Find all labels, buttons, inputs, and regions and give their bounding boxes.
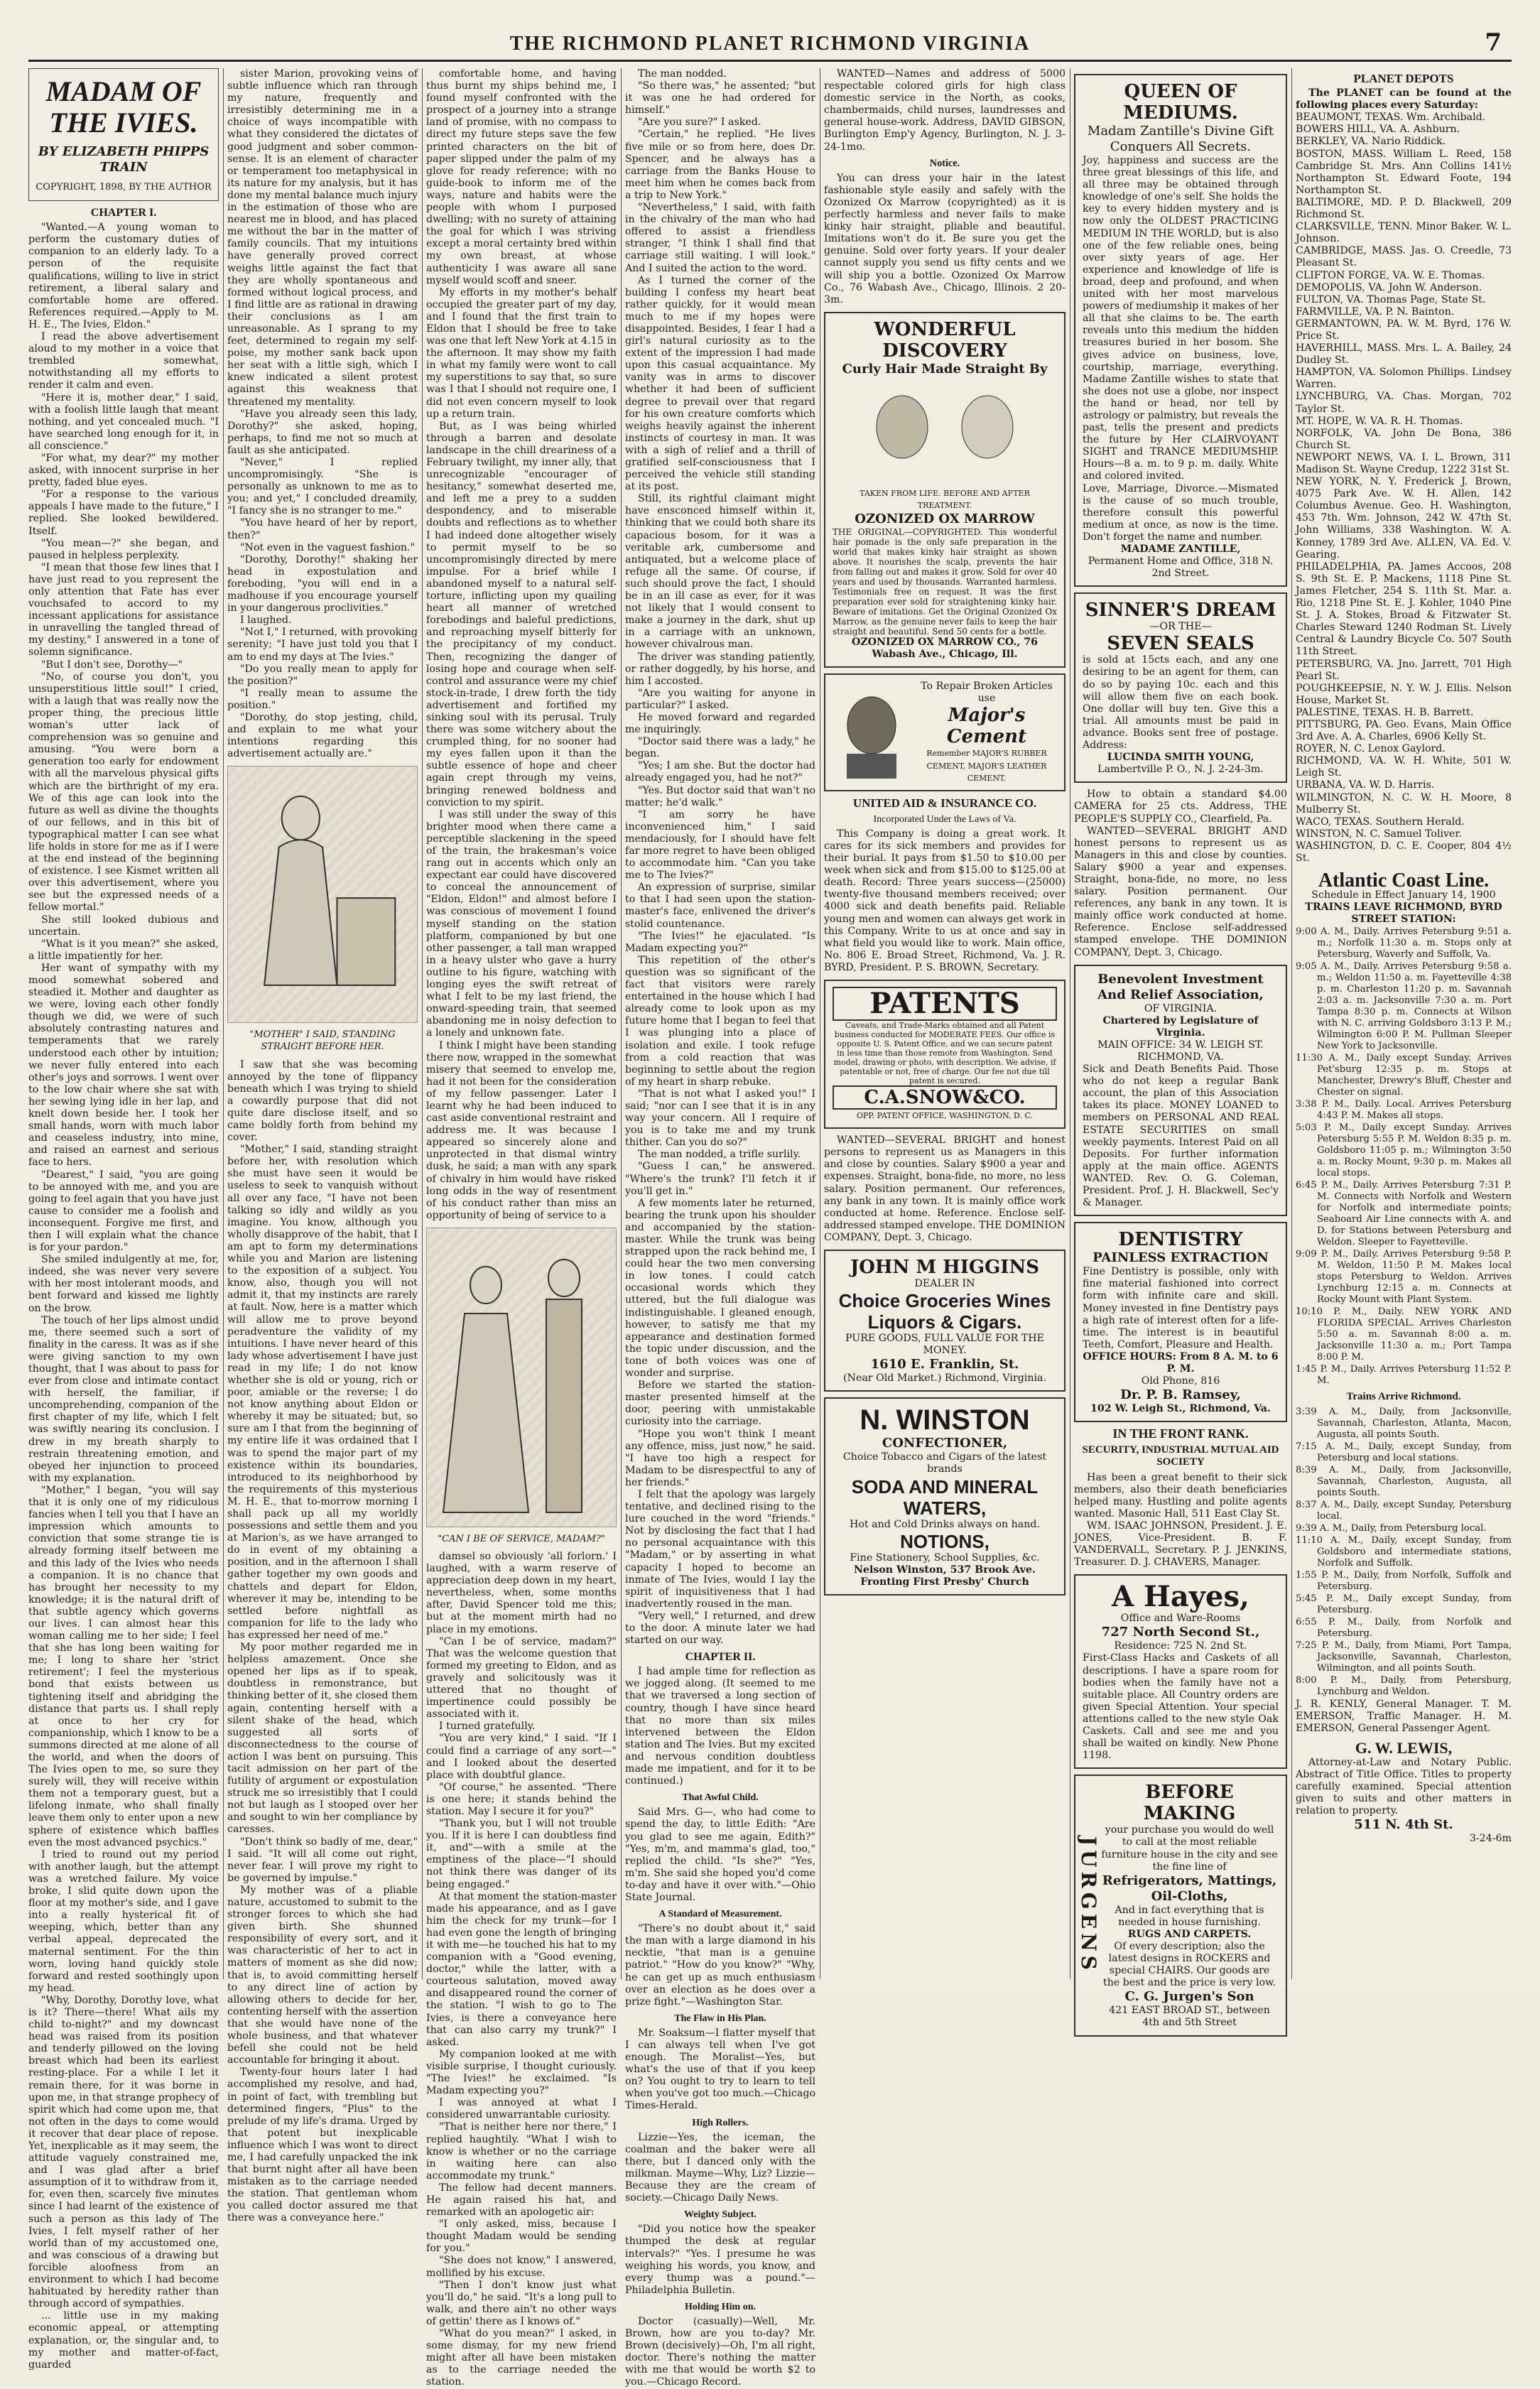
paragraph: "You have heard of her by report, then?" xyxy=(227,517,418,541)
ad-wanted-names: WANTED—Names and address of 5000 respectable colored girls for high class domestic service in the North, as cooks, chambermaids, child nurses, laundresses and general house-work. Address, DAVID GIBSON, Burlington Emp'y Agency, Burlington, N. J. 3-24-1mo. xyxy=(824,68,1065,153)
railroad-arrive: Trains Arrive Richmond. xyxy=(1346,1391,1461,1403)
paragraph: "Never," I replied uncompromisingly. "She is personally as unknown to me as to you; and yet," I concluded dreamily, "I fancy she is no stranger to me." xyxy=(227,457,418,517)
paragraph: 9:00 A. M., Daily. Arrives Petersburg 9:51 a. m.; Norfolk 11:30 a. m. Stops only at Petersburg, Waverly and Suffolk, Va. xyxy=(1296,926,1512,960)
ads-column-2 xyxy=(1074,68,1287,2029)
benevolent-office: MAIN OFFICE: 34 W. LEIGH ST. RICHMOND, VA. xyxy=(1097,1039,1264,1063)
ad-ozonized-co: OZONIZED OX MARROW CO., 76 Wabash Ave., Chicago, Ill. xyxy=(851,636,1039,661)
ad-winston xyxy=(824,1397,1065,1596)
sinner-title: SINNER'S DREAM xyxy=(1085,600,1276,622)
patents-addr: OPP. PATENT OFFICE, WASHINGTON, D. C. xyxy=(856,1111,1033,1121)
paragraph: I think I might have been standing there now, wrapped in the somewhat misery that seemed to envelop me, had it not been for the consideration of my fellow passenger. Later I learnt why he had been induced to cast aside conventional restraint and address me. It was because I appeared so sincerely alone and unprotected in that dismal wintry dusk, he said; a man with any spark of chivalry in him would have risked long odds in the way of resentment of his conduct rather than miss an opportunity of being of service to a xyxy=(426,1039,617,1221)
sinner-addr: Lambertville P. O., N. J. 2-24-3m. xyxy=(1097,764,1264,776)
paragraph: Still, its rightful claimant might have ensconced himself within it, thinking that we could both share its capacious bosom, for it was a veritable ark, cumbersome and antiquated, but a welcome place of refuge all the same. Of course, if such should prove the fact, I should be in an ill case as ever, for it was not likely that I would consent to make a journey in the dark, shut up in a carriage with an unknown, however chivalrous man. xyxy=(625,493,815,651)
illustration-mother-figure xyxy=(228,766,417,1022)
paragraph: "I mean that those few lines that I have just read to you represent the only attention that Fate has ever vouchsafed to accord to my incessant applications for assistance in unravelling the tangled thread of my destiny," I answered in a tone of solemn significance. xyxy=(28,561,219,659)
paragraph: 9:39 A. M., Daily, from Petersburg local. xyxy=(1296,1522,1487,1534)
story-col3b-paragraphs xyxy=(426,1551,617,2388)
before-text: your purchase you would do well to call at the most reliable furniture house in the city and see the fine line of xyxy=(1101,1824,1278,1873)
winston-name: N. WINSTON xyxy=(860,1404,1030,1436)
paragraph: I tried to round out my period with another laugh, but the attempt was a wretched failure. My voice broke, I slid quite down upon the floor at my mother's side, and I gave into a really hysterical fit of weeping, which, better than any verbal appeal, deprecated the maternal sentiment. For the thin worn, loving hand quickly stole forward and rested soothingly upon my head. xyxy=(28,1848,219,1994)
paragraph: "Mother," I began, "you will say that it is only one of my ridiculous fancies when I tell you that I have an impression which amounts to conviction that some strange tie is already forming itself between me and this lady of the Ivies who needs a companion. It is no chance that has brought her necessity to my knowledge; it is the natural drift of that subtle agency which governs our lives. I can almost hear this woman calling me to her side; I feel that she has long been waiting for me; I long to share her 'strict retirement'; I feel the mysterious bond that exists between us tightening itself and abridging the distance that parts us. I shall reply at once to her cry for companionship, which I know to be a summons directed at me alone of all the world, and when the doors of The Ivies open to me, so sure they surely will, they will receive within them not a temporary guest, but a lifelong inmate, who shall finally leave them only to enter upon a new sphere of existence which baffles even the most advanced psychics." xyxy=(28,1484,219,1848)
paragraph: WASHINGTON, D. C. E. Cooper, 804 4½ St. xyxy=(1296,840,1512,864)
paragraph: NEW YORK, N. Y. Frederick J. Brown, 4075 Park Ave. W. H. Allen, 142 Columbus Avenue. Geo. H. Washington, 453 7th. Wm. Johnson, 242 W. 47th St. John Williams, 338 Washington. W. A. Konney, 1789 3rd Ave. ALLEN, VA. Ed. V. Gearing. xyxy=(1296,476,1512,560)
higgins-goods: Choice Groceries Wines Liquors & Cigars. xyxy=(838,1290,1051,1333)
lewis-date: 3-24-6m xyxy=(1469,1833,1512,1845)
railroad-leave: TRAINS LEAVE RICHMOND, BYRD STREET STATION: xyxy=(1305,901,1502,926)
paragraph: But, as I was being whirled through a barren and desolate landscape in the chill dreariness of a February twilight, my inner ally, that unrecognizable "encourager of hesitancy," somewhat deserted me, and left me a prey to a sudden despondency, and to miserable doubts and reflections as to whether I had indeed done altogether wisely to permit myself to be so uncompromisingly directed by mere impulse. For a brief while I abandoned myself to a natural self-torture, inflicting upon my quailing heart all manner of wretched forebodings and baleful predictions, and reproaching myself bitterly for the precipitancy of my conduct. Then, recognizing the danger of losing hope and courage when self-control and assurance were my chief stock-in-trade, I drew forth the tidy advertisement and fortified my sinking soul with its perusal. Truly there was some witchery about the crumpled thing, for no sooner had my eyes fallen upon it than the subtle essence of hope and cheer again crept through my veins, bringing renewed boldness and conviction to my spirit. xyxy=(426,420,617,808)
paragraph: I felt that the apology was largely tentative, and declined rising to the lure couched in the word "friends." Not by disclosing the fact that I had no personal acquaintance with this "Madam," or by asserting in what capacity I hoped to become an inmate of The Ivies, would I lay the spirit of inquisitiveness that I had inadvertently roused in the man. xyxy=(625,1488,815,1610)
story-copyright: COPYRIGHT, 1898, BY THE AUTHOR xyxy=(36,182,212,193)
filler-title: The Flaw in His Plan. xyxy=(674,2012,766,2024)
paragraph: NEWPORT NEWS, VA. I. L. Brown, 311 Madison St. Wayne Credup, 1222 31st St. xyxy=(1296,451,1512,475)
paragraph: LYNCHBURG, VA. Chas. Morgan, 702 Taylor St. xyxy=(1296,391,1512,415)
story-col4a-paragraphs xyxy=(625,68,815,1647)
paragraph: RICHMOND, VA. W. H. White, 501 W. Leigh St. xyxy=(1296,755,1512,779)
depots-list xyxy=(1296,112,1512,865)
notice-text: You can dress your hair in the latest fashionable style easily and safely with the Ozonized Ox Marrow (copyrighted) as it is perfectly harmless and never fails to make kinky hair straight, pliable and beautiful. Imitations won't do it. Be sure you get the genuine. Sold over forty years. If your dealer cannot supply you send us fifty cents and we will ship you a bottle. Ozonized Ox Marrow Co., 76 Wabash Ave., Chicago, Illinois. 2 20-3m. xyxy=(824,172,1065,305)
lewis-addr: 511 N. 4th St. xyxy=(1354,1817,1453,1833)
paragraph: 5:03 P. M., Daily except Sunday. Arrives Petersburg 5:55 P. M. Weldon 8:35 p. m. Goldsboro 11:05 p. m.; Wilmington 3:50 a. m. Rocky Mount, 9:30 p. m. Makes all local stops. xyxy=(1296,1122,1512,1179)
security-text: Has been a great benefit to their sick members, also their death beneficiaries helped many. Hustling and polite agents wanted. Masonic Hall, 511 East Clay St. xyxy=(1074,1471,1287,1519)
queen-addr: Permanent Home and Office, 318 N. 2nd Street. xyxy=(1088,556,1274,580)
paragraph: comfortable home, and having thus burnt my ships behind me, I found myself confronted with the prospect of a journey into a strange land of promise, with no compass to direct my future steps save the few printed characters on the bit of paper slipped under the palm of my glove for ready reference; with no guide-book to inform me of the ways, nature and habits were the people with whom I purposed dwelling; with no surety of attaining the goal for which I was striving except a moral certainty bred within my own breast, at whose authenticity I was aware all sane myself would scoff and sneer. xyxy=(426,68,617,286)
railroad-officers: J. R. KENLY, General Manager. T. M. EMERSON, Traffic Manager. H. M. EMERSON, General Passenger Agent. xyxy=(1296,1698,1512,1734)
filler-text: Said Mrs. G—, who had come to spend the day, to little Edith: "Are you glad to see me again, Edith?" "Yes, m'm, and mamma's glad, too," replied the child. "Is she?" "Yes, m'm. She said she hoped you'd come to-day and have it over with."—Ohio State Journal. xyxy=(625,1806,815,1903)
paragraph: "Don't think so badly of me, dear," I said. "It will all come out right, never fear. I will prove my right to be governed by impulse." xyxy=(227,1836,418,1884)
winston-drinks: Hot and Cold Drinks always on hand. xyxy=(850,1518,1040,1530)
ad-majors xyxy=(824,673,1065,791)
paragraph: BEAUMONT, TEXAS. Wm. Archibald. xyxy=(1296,112,1486,124)
paragraph: BOWERS HILL, VA. A. Ashburn. xyxy=(1296,124,1460,136)
paragraph: "That is not what I asked you!" I said; "nor can I see that it is in any way your concern. All I require of you is to take me and my trunk thither. Can you do so?" xyxy=(625,1088,815,1149)
paragraph: "Dorothy, Dorothy!" shaking her head in expostulation and foreboding, "you will end in a madhouse if you encourage yourself in your dangerous proclivities." xyxy=(227,553,418,614)
paragraph: "Dorothy, do stop jesting, child, and explain to me what your intentions regarding this advertisement actually are." xyxy=(227,711,418,760)
paragraph: 1:45 P. M., Daily. Arrives Petersburg 11:52 P. M. xyxy=(1296,1364,1512,1387)
paragraph: "For what, my dear?" my mother asked, with innocent surprise in her pretty, faded blue eyes. xyxy=(28,452,219,489)
paragraph: 6:55 P. M., Daily, from Norfolk and Petersburg. xyxy=(1296,1616,1512,1639)
paragraph: MT. HOPE, W. VA. R. H. Thomas. xyxy=(1296,415,1463,427)
paragraph: "Guess I can," he answered. "Where's the trunk? I'll fetch it if you'll get in." xyxy=(625,1161,815,1197)
story-col4b-paragraphs xyxy=(625,1666,815,1787)
paragraph: POUGHKEEPSIE, N. Y. W. J. Ellis. Nelson House, Market St. xyxy=(1296,682,1512,706)
before-fridges: Refrigerators, Mattings, Oil-Cloths, xyxy=(1102,1873,1277,1904)
paragraph: My poor mother regarded me in helpless amazement. Once she opened her lips as if to speak, doubtless in remonstrance, but thinking better of it, she closed them again, contenting herself with a silent shake of the head, which suggested all sorts of disconnectedness to the course of action I was bent on pursuing. This tacit admission on her part of the futility of argument or expostulation struck me so irresistibly that I could not but laugh as I stooped over her and sought to win her compliance by caresses. xyxy=(227,1642,418,1836)
paragraph: "Yes. But doctor said that wan't no matter; he'd walk." xyxy=(625,784,815,808)
paragraph: The touch of her lips almost undid me, there seemed such a sort of finality in the caress. It was as if she were giving sanction to my own thought, that I was about to pass for ever from close and intimate contact with herself, the familiar, if uncomprehending, companion of the first chapter of my life, which I felt was swiftly nearing its conclusion. I drew in my breath sharply to restrain threatening emotion, and obeyed her injunction to proceed with my explanation. xyxy=(28,1314,219,1484)
dentistry-phone: Old Phone, 816 xyxy=(1141,1375,1220,1387)
dentistry-sub: PAINLESS EXTRACTION xyxy=(1092,1250,1269,1266)
higgins-addr: 1610 E. Franklin, St. xyxy=(870,1357,1019,1372)
paragraph: HAVERHILL, MASS. Mrs. L. A. Bailey, 24 Dudley St. xyxy=(1296,342,1512,367)
ad-wonderful-caption: TAKEN FROM LIFE. BEFORE AND AFTER TREATMENT. xyxy=(860,488,1030,510)
paragraph: WACO, TEXAS. Southern Herald. xyxy=(1296,816,1465,828)
chapter-2-heading: CHAPTER II. xyxy=(685,1651,756,1664)
security-title: SECURITY, INDUSTRIAL MUTUAL AID SOCIETY xyxy=(1082,1444,1279,1468)
paragraph: ROYER, N. C. Lenox Gaylord. xyxy=(1296,743,1446,755)
paragraph: 8:00 P. M., Daily, from Petersburg, Lynchburg and Weldon. xyxy=(1296,1674,1512,1697)
paragraph: "Are you sure?" I asked. xyxy=(638,117,761,129)
paragraph: "What is it you mean?" she asked, a little impatiently for her. xyxy=(28,938,219,962)
notice-heading: Notice. xyxy=(929,157,960,169)
paragraph: "Then I don't know just what you'll do," he said. "It's a long pull to walk, and there ain't no other ways of gettin' there as I knows of." xyxy=(426,2279,617,2327)
hayes-text: First-Class Hacks and Caskets of all descriptions. I have a spare room for bodies when the family have not a suitable place. All Country orders are given Special Attention. Your special attentions called to the new style Oak Caskets. Call and see me and you shall be waited on kindly. New Phone 1198. xyxy=(1083,1652,1279,1762)
ad-higgins xyxy=(824,1250,1065,1392)
illustration-couple-figure xyxy=(427,1228,616,1527)
paragraph: URBANA, VA. W. D. Harris. xyxy=(1296,779,1435,791)
before-side: JURGENS xyxy=(1077,1836,1101,1975)
paragraph: "Can I be of service, madam?" That was the welcome question that formed my greeting to Eldon, and as gravely and solicitously was it uttered that no thought of impertinence could possibly be associated with it. xyxy=(426,1635,617,1721)
paragraph: I was annoyed at what I considered unwarrantable curiosity. xyxy=(426,2097,617,2121)
paragraph: 7:25 P. M., Daily, from Miami, Port Tampa, Jacksonville, Savannah, Charleston, Wilmington, and all points South. xyxy=(1296,1640,1512,1674)
paragraph: "Yes; I am she. But the doctor had already engaged you, had he not?" xyxy=(625,760,815,784)
paragraph: "Thank you, but I will not trouble you. If it is here I can doubtless find it, and"—with a smile at the emptiness of the place—"I should not think there was danger of its being engaged." xyxy=(426,1818,617,1890)
railroad-effect: Schedule in Effect January 14, 1900 xyxy=(1311,889,1496,901)
united-text: This Company is doing a great work. It cares for its sick members and provides for their burial. It pays from $1.50 to $10.00 per week when sick and from $15.00 to $125.00 at death. Record: Three years success—(25000) twenty-five thousand members received; over 4000 sick and death benefits paid. Reliable young men and women can always get work in this Company. Write to us at once and say in what field you would like to work. Main office, No. 806 E. Broad Street, Richmond, Va. J. R. BYRD, President. P. S. BROWN, Secretary. xyxy=(824,828,1065,973)
united-title: UNITED AID & INSURANCE CO. xyxy=(852,796,1037,810)
ad-ozonized-text: THE ORIGINAL—COPYRIGHTED. This wonderful hair pomade is the only safe preparation in the world that makes kinky hair straight as shown above. It nourishes the scalp, prevents the hair from falling out and makes it grow. Sold for over 40 years and used by thousands. Warranted harmless. Testimonials free on request. It was the first preparation ever sold for straightening kinky hair. Beware of imitations. Get the Original Ozonized Ox Marrow, as the genuine never fails to keep the hair straight and beautiful. Send 50 cents for a bottle. xyxy=(833,527,1057,637)
filler-text: Lizzie—Yes, the iceman, the coalman and the baker were all there, but I danced only with the milkman. Mayme—Why, Liz? Lizzie—Because they are the cream of society.—Chicago Daily News. xyxy=(625,2131,815,2204)
paragraph: "Wanted.—A young woman to perform the customary duties of companion to an elderly lady. To a person of the requisite qualifications, willing to live in strict retirement, a liberal salary and comfortable home are offered. References required.—Apply to M. H. E., The Ivies, Eldon." xyxy=(28,222,219,330)
paragraph: "So there was," he assented; "but it was one he had ordered for himself." xyxy=(625,80,815,117)
paragraph: "Are you waiting for anyone in particular?" I asked. xyxy=(625,687,815,711)
filler-text: Mr. Soaksum—I flatter myself that I can always tell when I've got enough. The Moralist—Yes, but what's the use of that if you keep on? You ought to try to learn to tell when you've got too much.—Chicago Times-Herald. xyxy=(625,2027,815,2112)
illustration-mother xyxy=(227,766,418,1023)
story-column-3 xyxy=(426,68,617,2388)
benevolent-text: Sick and Death Benefits Paid. Those who do not keep a regular Bank account, the plan of this Association takes its place. MONEY LOANED to members on PERSONAL AND REAL ESTATE SECURITIES on small weekly payments. Interest Paid on all Deposits. For further information apply at the main office. AGENTS WANTED. Rev. O. G. Coleman, President. Prof. J. H. Blackwell, Sec'y & Manager. xyxy=(1083,1063,1279,1209)
front-rank: IN THE FRONT RANK. xyxy=(1112,1426,1249,1441)
ad-sinner xyxy=(1074,592,1287,783)
ad-before-making xyxy=(1074,1775,1287,2036)
paragraph: 8:37 A. M., Daily, except Sunday, Petersburg local. xyxy=(1296,1499,1512,1522)
paragraph: "Very well," I returned, and drew to the door. A minute later we had started on our way. xyxy=(625,1610,815,1647)
sinner-name: LUCINDA SMITH YOUNG, xyxy=(1107,752,1254,764)
filler-text: Doctor (casually)—Well, Mr. Brown, how are you to-day? Mr. Brown (decisively)—Oh, I'm all right, doctor. There's nothing the matter with me that would be worth $2 to you.—Chicago Record. xyxy=(625,2315,815,2388)
paragraph: "That is neither here nor there," I replied haughtily. "What I wish to know is whether or no the carriage in waiting here can also accommodate my trunk." xyxy=(426,2121,617,2182)
ad-wanted-several: WANTED—SEVERAL BRIGHT and honest persons to represent us as Managers in this and close by counties. Salary $900 a year and expenses. Straight, bona-fide, no more, no less salary. Position permanent. Our references, any bank in any town. It is mainly office work conducted at home. Reference. Enclose self-addressed stamped envelope. THE DOMINION COMPANY, Dept. 3, Chicago. xyxy=(824,1134,1065,1243)
paragraph: 9:09 P. M., Daily. Arrives Petersburg 9:58 P. M. Weldon, 11:50 P. M. Makes local stops Petersburg to Weldon. Arrives Lynchburg 12:15 a. m. Connects at Rocky Mount with Plant System. xyxy=(1296,1249,1512,1306)
ad-queen xyxy=(1074,74,1287,587)
paragraph: He moved forward and regarded me inquiringly. xyxy=(625,711,815,736)
story-col2b-paragraphs xyxy=(227,1059,418,2225)
paragraph: 6:45 P. M., Daily. Arrives Petersburg 7:31 P. M. Connects with Norfolk and Western for Norfolk and intermediate points; Seaboard Air Line connects with A. and D. for Stations between Petersburg and Weldon. Sleeper to Fayetteville. xyxy=(1296,1180,1512,1248)
story-byline: BY ELIZABETH PHIPPS TRAIN xyxy=(38,144,210,175)
paragraph: CLARKSVILLE, TENN. Minor Baker. W. L. Johnson. xyxy=(1296,221,1512,245)
ad-majors-text: To Repair Broken Articles use xyxy=(921,681,1053,705)
paragraph: I was still under the sway of this brighter mood when there came a perceptible slackening in the speed of the train, the brakesman's voice rang out in accents which only an expectant ear could have discovered to conceal the announcement of "Eldon, Eldon!" and almost before I was conscious of movement I found myself standing on the station platform, companioned by but one other passenger, a tall man wrapped in a heavy ulster who gave a hurry outline to his figure, watching with longing eyes the swift retreat of what I felt to be my last friend, the onward-speeding train, that seemed abandoning me in noisy defection to a lonely and unknown fate. xyxy=(426,808,617,1039)
paragraph: The fellow had decent manners. He again raised his hat, and remarked with an apologetic air: xyxy=(426,2182,617,2219)
paragraph: damsel so obviously 'all forlorn.' I laughed, with a warm reserve of appreciation deep down in my heart, nevertheless, when, some months after, David Spencer told me this; but at the moment mirth had no place in my emotions. xyxy=(426,1551,617,1635)
paragraph: I turned gratefully. xyxy=(439,1721,536,1733)
paragraph: "Dearest," I said, "you are going to be annoyed with me, and you are going to feel again that you have just cause to consider me a foolish and inconsequent. Forgive me first, and then I will explain what the chance is for your pardon." xyxy=(28,1169,219,1254)
story-column-4 xyxy=(625,68,815,2388)
paragraph: My efforts in my mother's behalf occupied the greater part of my day, and I found that the first train to Eldon that I should be free to take was one that left New York at 4.15 in the afternoon. It may show my faith in what my family were wont to call my superstitions to say that, so sure was I that I should not require one, I did not even concern myself to look up a return train. xyxy=(426,286,617,420)
depots-intro: The PLANET can be found at the following places every Saturday: xyxy=(1296,87,1512,112)
paragraph: "You are very kind," I said. "If I could find a carriage of any sort—" and I looked about the deserted place with doubtful glance. xyxy=(426,1733,617,1781)
filler-title: That Awful Child. xyxy=(682,1792,759,1804)
story-title-block xyxy=(28,68,219,201)
paragraph: ... little use in my making economic appeal, or attempting explanation, or, the singular and, to my mother and matter-of-fact, guarded xyxy=(28,2310,219,2371)
ad-ozonized-title: OZONIZED OX MARROW xyxy=(855,511,1035,527)
paragraph: HAMPTON, VA. Solomon Phillips. Lindsey Warren. xyxy=(1296,367,1512,391)
paragraph: CLIFTON FORGE, VA. W. E. Thomas. xyxy=(1296,269,1485,281)
story-col1-paragraphs xyxy=(28,222,219,2371)
story-column-1 xyxy=(28,68,219,2371)
hayes-office: Office and Ware-Rooms xyxy=(1120,1613,1241,1625)
filler-title: A Standard of Measurement. xyxy=(658,1909,782,1920)
before-rugs: RUGS AND CARPETS. xyxy=(1127,1928,1252,1940)
united-sub: Incorporated Under the Laws of Va. xyxy=(873,813,1016,825)
ad-majors-sub: Remember MAJOR'S RUBBER CEMENT, MAJOR'S LEATHER CEMENT. xyxy=(926,749,1047,783)
paragraph: WILMINGTON, N. C. W. H. Moore, 8 Mulberry St. xyxy=(1296,791,1512,816)
paragraph: Her want of sympathy with my mood somewhat sobered and steadied it. Mother and daughter as we were, loving each other fondly though we did, we were of such absolutely contrasting natures and temperaments that we rarely understood each other by intuition; we never fully entered into each other's joys and sorrows. I went over to the low chair where she sat with her sewing lying idle in her lap, and knelt down beside her. I took her small hands, worn with much labor and ceaseless industry, into mine, and raised an earnest and serious face to hers. xyxy=(28,962,219,1169)
paragraph: 3:39 A. M., Daily, from Jacksonville, Savannah, Charleston, Atlanta, Macon, Augusta, all points South. xyxy=(1296,1406,1512,1440)
paragraph: 5:45 P. M., Daily except Sunday, from Petersburg. xyxy=(1296,1593,1512,1615)
filler-text: "Did you notice how the speaker thumped the desk at regular intervals?" "Yes. I presume he was weighing his words, you know, and every thump was a pound."—Philadelphia Bulletin. xyxy=(625,2223,815,2296)
man-portrait-icon xyxy=(833,686,911,779)
paragraph: PHILADELPHIA, PA. James Accoos, 208 S. 9th St. E. P. Mackens, 1118 Pine St. James Fletcher, 254 S. 11th St. Mar. a. Rio, 1218 Pine St. E. J. Kohler, 1040 Pine St. J. A. Stokes, Broad & Fitzwater St. Charles Steward 1240 Rodman St. Lively Central & Laundry Bicycle Co. 507 South 11th Street. xyxy=(1296,560,1512,658)
paragraph: 9:05 A. M., Daily. Arrives Petersburg 9:58 a. m.; Weldon 11:50 a. m. Fayetteville 4:38 p. m. Charleston 11:20 p. m. Savannah 2:03 a. m. Jacksonville 7:30 a. m. Port Tampa 8:30 p. m. Connects at Wilson with N. C. arriving Goldsboro 3:13 P. M.; Wilmington 6:00 P. M. Pullman Sleeper New York to Jacksonville. xyxy=(1296,961,1512,1052)
queen-sub: Madam Zantille's Divine Gift Conquers All Secrets. xyxy=(1087,124,1274,154)
paragraph: "Certain," he replied. "He lives five mile or so from here, does Dr. Spencer, and he always has a carriage from the Banks House to meet him when he comes back from a trip to New York." xyxy=(625,129,815,201)
ad-ozonized xyxy=(824,312,1065,668)
railroad-arrive-list xyxy=(1296,1407,1512,1698)
railroad-leave-list xyxy=(1296,926,1512,1387)
hayes-addr: 727 North Second St., xyxy=(1101,1625,1260,1640)
masthead xyxy=(28,28,1512,62)
railroad-title: Atlantic Coast Line. xyxy=(1318,870,1490,892)
dentistry-text: Fine Dentistry is possible, only with fine material fashioned into correct form with infinite care and skill. Money invested in fine Dentistry pays a high rate of interest often for a life-time. The interest is in beautiful Teeth, Comfort, Pleasure and Health. xyxy=(1083,1266,1279,1350)
paragraph: I saw that she was becoming annoyed by the tone of flippancy beneath which I was trying to shield a cowardly purpose that did not quite dare disclose itself, and so came boldly forth from behind my cover. xyxy=(227,1058,418,1144)
benevolent-of: OF VIRGINIA. xyxy=(1144,1002,1218,1014)
ad-camera: How to obtain a standard $4.00 CAMERA for 25 cts. Address, THE PEOPLE'S SUPPLY CO., Clearfield, Pa. xyxy=(1074,789,1287,825)
ad-patents xyxy=(824,980,1065,1129)
paragraph: PETERSBURG, VA. Jno. Jarrett, 701 High Pearl St. xyxy=(1296,658,1512,682)
higgins-dealer: DEALER IN xyxy=(914,1277,975,1289)
security-officers: WM. ISAAC JOHNSON, President. J. E. JONES, Vice-President. B. F. VANDERVALL, Secretary. P. J. JENKINS, Treasurer. D. J. CHAVERS, Manager. xyxy=(1074,1519,1287,1569)
paragraph: 10:10 P. M., Daily. NEW YORK AND FLORIDA SPECIAL. Arrives Charleston 5:50 a. m. Savannah 8:00 a. m. Jacksonville 11:30 a. m.; Port Tampa 8:00 P. M. xyxy=(1296,1306,1512,1363)
dentistry-title: DENTISTRY xyxy=(1118,1229,1243,1251)
jurgen-addr: 421 EAST BROAD ST., between 4th and 5th Street xyxy=(1109,2005,1270,2029)
paragraph: 8:39 A. M., Daily, from Jacksonville, Savannah, Charleston, Augusta, all points South. xyxy=(1296,1464,1512,1498)
queen-title: QUEEN OF MEDIUMS. xyxy=(1123,81,1238,124)
winston-goods: Choice Tobacco and Cigars of the latest brands xyxy=(842,1451,1047,1475)
paragraph: WINSTON, N. C. Samuel Toliver. xyxy=(1296,828,1463,840)
dentistry-hours: OFFICE HOURS: From 8 A. M. to 6 P. M. xyxy=(1083,1350,1279,1375)
paragraph: 11:30 A. M., Daily except Sunday. Arrives Pet'sburg 12:35 p. m. Stops at Manchester, Drewry's Bluff, Chester and Chester on signal. xyxy=(1296,1053,1512,1098)
paragraph: BOSTON, MASS. William L. Reed, 158 Cambridge St. Mrs. Ann Collins 141½ Northampton St. Edward Foote, 194 Northampton St. xyxy=(1296,148,1512,196)
hayes-title: A Hayes, xyxy=(1112,1580,1249,1614)
paragraph: "But I don't see, Dorothy—" xyxy=(41,659,183,671)
filler-title: Holding Him on. xyxy=(685,2301,756,2312)
ad-majors-title: Major's Cement xyxy=(946,705,1027,748)
ad-benevolent xyxy=(1074,965,1287,1217)
benevolent-title: Benevolent Investment And Relief Association, xyxy=(1097,971,1264,1002)
paragraph: "I only asked, miss, because I thought Madam would be sending for you." xyxy=(426,2219,617,2255)
paragraph: BERKLEY, VA. Nario Riddick. xyxy=(1296,136,1446,148)
paragraph: "Do you really mean to apply for the position?" xyxy=(227,663,418,687)
paragraph: PITTSBURG, PA. Geo. Evans, Main Office 3rd Ave. A. A. Charles, 6906 Kelly St. xyxy=(1296,718,1512,743)
page-number: 7 xyxy=(1485,28,1502,57)
before-title: BEFORE MAKING xyxy=(1143,1782,1236,1825)
sinner-sub: SEVEN SEALS xyxy=(1107,633,1254,655)
lewis-text: Attorney-at-Law and Notary Public. Abstract of Title Office. Titles to property carefully examined. Special attention given to suits and other matters in relation to property. xyxy=(1296,1756,1512,1817)
filler-title: High Rollers. xyxy=(692,2117,749,2128)
paragraph: I laughed. xyxy=(240,614,292,627)
patents-title: PATENTS xyxy=(833,987,1057,1021)
paragraph: My companion looked at me with visible surprise, I thought curiously. "The Ivies!" he exclaimed. "Is Madam expecting you?" xyxy=(426,2048,617,2097)
winston-soda: SODA AND MINERAL WATERS, xyxy=(851,1475,1039,1519)
story-column-2 xyxy=(227,68,418,2224)
paragraph: "Doctor said there was a lady," he began. xyxy=(625,736,815,760)
paragraph: An expression of surprise, similar to that I had seen upon the station-master's face, enlivened the driver's stolid countenance. xyxy=(625,882,815,930)
paragraph: "For a response to the various appeals I have made to the future," I replied. She looked bewildered. Itself. xyxy=(28,489,219,537)
paragraph: "Mother," I said, standing straight before her, with resolution which she must have seen it would be useless to seek to vanquish without all over any face, "I have not been talking so idly and wildly as you imagine. You know, although you wholly disapprove of the habit, that I am apt to form my determinations while you and Marion are listening to the exposition of a subject. You know, also, though you will not admit it, that my instincts are rarely at fault. Now, here is a matter which will allow me to prove beyond peradventure the validity of my intuitions. I have never heard of this lady whose advertisement I have just read in my life; I do not know whether she is old or young, rich or poor, amiable or the reverse; I do not know anything about Eldon or whereby it may be situated; but, so sure am I that from the beginning of my entire life it was ordained that I was to spend the major part of my existence within its boundaries, introduced to its neighborhood by the requirements of this mysterious M. H. E., that to-morrow morning I shall pack up all my worldly possessions and settle them and you at Marion's, as we have arranged to do in event of my obtaining a position, and in the afternoon I shall gather together my own goods and chattels and depart for Eldon, wherever it may be, intending to be settled before nightfall as companion for life to the lady who has expressed her need of me." xyxy=(227,1144,418,1641)
paragraph: PALESTINE, TEXAS. H. B. Barrett. xyxy=(1296,706,1474,718)
sinner-or: —OR THE— xyxy=(1149,621,1212,633)
filler-title: Weighty Subject. xyxy=(684,2209,757,2221)
paragraph: "Nevertheless," I said, with faith in the chivalry of the man who had offered to assist a friendless stranger, "I think I shall find that carriage still waiting. I will look." And I suited the action to the word. xyxy=(625,202,815,274)
paragraph: FARMVILLE, VA. P. N. Bainton. xyxy=(1296,305,1455,318)
illustration-service xyxy=(426,1228,617,1527)
portrait-before-after-icon xyxy=(838,377,1051,484)
higgins-near: (Near Old Market.) Richmond, Virginia. xyxy=(843,1372,1046,1385)
winston-stationery: Fine Stationery, School Supplies, &c. xyxy=(850,1551,1040,1564)
paragraph: BALTIMORE, MD. P. D. Blackwell, 209 Richmond St. xyxy=(1296,196,1512,221)
paragraph: "She does not know," I answered, mollified by his excuse. xyxy=(426,2255,617,2279)
jurgen-name: C. G. Jurgen's Son xyxy=(1124,1989,1254,2005)
dentistry-name: Dr. P. B. Ramsey, xyxy=(1120,1387,1241,1403)
story-col3a-paragraphs xyxy=(426,68,617,1222)
before-more: And in fact everything that is needed in house furnishing. xyxy=(1115,1904,1264,1928)
ad-wonderful-sub: Curly Hair Made Straight By xyxy=(842,361,1048,377)
paragraph: The driver was standing patiently, or rather doggedly, by his horse, and him I accosted. xyxy=(625,651,815,687)
paragraph: "Of course," he assented. "There is one here; it stands behind the station. May I secure it for you?" xyxy=(426,1781,617,1817)
paragraph: The man nodded. xyxy=(638,68,727,80)
paragraph: My mother was of a pliable nature, accustomed to submit to the stronger forces to which she had given birth. She shunned responsibility of every sort, and it was characteristic of her to act in matters of moment as she did now; that is, to avoid committing herself to any direct line of action by allowing others to decide for her, contenting herself with the assertion that she would have none of the whole business, and that whatever befell she could not be held accountable for bringing it about. xyxy=(227,1884,418,2066)
paragraph: "Not I," I returned, with provoking serenity; "I have just told you that I am to end my days at The Ivies." xyxy=(227,627,418,663)
paragraph: NORFOLK, VA. John De Bona, 386 Church St. xyxy=(1296,427,1512,451)
paragraph: "Have you already seen this lady, Dorothy?" she asked, hoping, perhaps, to find me not so much at fault as she anticipated. xyxy=(227,408,418,456)
paragraph: Before we started the station-master presented himself at the door, peering with unmistakable curiosity into the carriage. xyxy=(625,1380,815,1428)
paragraph: 7:15 A. M., Daily, except Sunday, from Petersburg and local stations. xyxy=(1296,1441,1512,1463)
masthead-title: THE RICHMOND PLANET RICHMOND VIRGINIA xyxy=(509,33,1031,55)
queen-love: Love, Marriage, Divorce.—Mismated is the cause of so much trouble, therefore consult this powerful medium at once, as now is the time. Don't forget the name and number. xyxy=(1083,482,1279,543)
paragraph: As I turned the corner of the building I confess my heart beat rather quickly, for it would mean much to me if my hopes were disappointed. Besides, I fear I had a girl's natural curiosity as to the extent of the impression I had made upon this casual acquaintance. My vanity was in arms to discover whether it had been of sufficient degree to prevail over that regard for his own creature comforts which weighs heavily against the inherent instincts of courtesy in man. It was with a sigh of relief and a thrill of gratified self-consciousness that I perceived the vehicle still standing at its post. xyxy=(625,274,815,493)
ad-wanted-several-2: WANTED—SEVERAL BRIGHT AND honest persons to represent us as Managers in this and close by counties. Salary $900 a year and expenses. Straight, bona-fide, no more, no less salary. Position permanent. Our references, any bank in any town. It is mainly office work conducted at home. Reference. Enclose self-addressed stamped envelope. THE DOMINION COMPANY, Dept. 3, Chicago. xyxy=(1074,825,1287,958)
winston-addr: Nelson Winston, 537 Brook Ave. Fronting First Presby' Church xyxy=(853,1564,1036,1588)
ad-hayes xyxy=(1074,1574,1287,1769)
queen-text: Joy, happiness and success are the three great blessings of this life, and all three may be obtained through knowledge of one's self. She holds the key to every hidden mystery and is now only the OLDEST PRACTICING MEDIUM IN THE WORLD, but is also one of the few reliable ones, being over sixty years of age. Her experience and knowledge of life is broad, deep and profound, and when united with her most marvelous powers of mediumship it makes of her all that she claims to be. The earth reveals unto this medium the hidden treasures buried in her bosom. She gives advice on business, love, courtship, marriage, everything. Madame Zantille wishes to state that she does not use a globe, nor inspect the hand or head, nor tell by astrology or palmistry, but reveals the past, tells the present and predicts the future by Her CLAIRVOYANT SIGHT and TRANCE MEDIUMSHIP. Hours—8 a. m. to 9 p. m. daily. White and colored invited. xyxy=(1083,155,1279,482)
filler-text: "There's no doubt about it," said the man with a large diamond in his necktie, "that man is a genuine patriot." "How do you know?" "Why, he can get up as much enthusiasm over an election as he does over a prize fight."—Washington Star. xyxy=(625,1923,815,2008)
story-col2a-paragraphs xyxy=(227,68,418,760)
story-title: MADAM OF THE IVIES. xyxy=(45,75,202,139)
winston-notions: NOTIONS, xyxy=(900,1530,989,1552)
paragraph: "No, of course you don't, you unsuperstitious little soul!" I cried, with a laugh that was really now the proper thing, the precious little woman's utter lack of comprehension was so genuine and amusing. "You were born a generation too early for endowment with all the marvelous physical gifts which are the birthright of my era. We of this age can look into the future as well as divine the thoughts of our fellows, and in this bit of typographical matter I can see what life holds in store for me as if I were at the end instead of the beginning of existence. I see Kismet written all over this advertisement, where you see but the expressed needs of a fellow mortal." xyxy=(28,671,219,914)
benevolent-charter: Chartered by Legislature of Virginia. xyxy=(1102,1014,1259,1039)
hayes-res: Residence: 725 N. 2nd St. xyxy=(1114,1640,1247,1652)
paragraph: CAMBRIDGE, MASS. Jas. O. Creedle, 73 Pleasant St. xyxy=(1296,245,1512,269)
paragraph: A few moments later he returned, bearing the trunk upon his shoulder and accompanied by the station-master. While the trunk was being strapped upon the rack behind me, I could hear the two men conversing in low tones. I could catch occasional words which they uttered, but the full dialogue was indistinguishable. I gleaned enough, however, to satisfy me that my appearance and destination formed the topic under discussion, and the tone of both voices was one of wonder and surprise. xyxy=(625,1197,815,1380)
dentistry-addr: 102 W. Leigh St., Richmond, Va. xyxy=(1090,1403,1271,1415)
lewis-name: G. W. LEWIS, xyxy=(1355,1738,1453,1757)
paragraph: "What do you mean?" I asked, in some dismay, for my new friend might after all have been mistaken as to the carriage needed the station. xyxy=(426,2328,617,2388)
before-styles: Of every description; also the latest designs in ROCKERS and special CHAIRS. Our goods are the best and the price is very low. xyxy=(1103,1940,1276,1989)
paragraph: Twenty-four hours later I had accomplished my resolve, and had, in point of fact, with trembling but determined fingers, "Plus" to the prelude of my life's drama. Urged by that potent but inexplicable influence which I was wont to direct me, I had carefully unpacked the ink that burnt night after all have been mistaken as to the carriage needed the station. That gentleman whom you called doctor assured me that there was a conveyance here." xyxy=(227,2066,418,2224)
paragraph: GERMANTOWN, PA. W. M. Byrd, 176 W. Price St. xyxy=(1296,318,1512,342)
column-depots xyxy=(1296,68,1512,1979)
paragraph: FULTON, VA. Thomas Page, State St. xyxy=(1296,293,1486,305)
paragraph: "The Ivies!" he ejaculated. "Is Madam expecting you?" xyxy=(625,930,815,954)
chapter-1-heading: CHAPTER I. xyxy=(90,207,157,220)
paragraph: At that moment the station-master made his appearance, and as I gave him the check for my trunk—for I had even gone the length of bringing it with me—he touched his hat to my companion with a "Good evening, doctor," while the latter, with a courteous salutation, moved away and disappeared round the corner of the station. "I wish to go to The Ivies, is there a conveyance here that can also carry my trunk?" I asked. xyxy=(426,1890,617,2048)
higgins-name: JOHN M HIGGINS xyxy=(850,1256,1039,1278)
paragraph: "You mean—?" she began, and paused in helpless perplexity. xyxy=(28,537,219,561)
paragraph: 11:10 A. M., Daily, except Sunday, from Goldsboro and intermediate stations, Norfolk and Suffolk. xyxy=(1296,1534,1512,1569)
ads-column-1 xyxy=(824,68,1065,1979)
ad-wonderful-title: WONDERFUL DISCOVERY xyxy=(874,318,1016,362)
caption-mother: "MOTHER" I SAID, STANDING STRAIGHT BEFORE HER. xyxy=(249,1029,396,1053)
sinner-text: is sold at 15cts each, and any one desiring to be an agent for them, can do so by paying 10c. each and this will allow them five on each book. One dollar will buy ten. Give this a trial. All amounts must be paid in advance. Books sent free of postage. Address: xyxy=(1083,654,1279,752)
patents-text: Caveats, and Trade-Marks obtained and all Patent business conducted for MODERATE FEES. Our office is opposite U. S. Patent Office, and we can secure patent in less time than those remote from Washington. Send model, drawing or photo, with description. We advise, if patentable or not, free of charge. Our fee not due till patent is secured. xyxy=(833,1021,1056,1086)
queen-name: MADAME ZANTILLE, xyxy=(1120,543,1241,555)
paragraph: 1:55 P. M., Daily, from Norfolk, Suffolk and Petersburg. xyxy=(1296,1569,1512,1592)
paragraph: "Here it is, mother dear," I said, with a foolish little laugh that meant nothing, and yet concealed much. "I have searched long enough for it, in all conscience." xyxy=(28,391,219,452)
paragraph: "Hope you won't think I meant any offence, miss, just now," he said. "I have too high a respect for Madam to be disrespectful to any of her friends." xyxy=(625,1428,815,1488)
paragraph: The man nodded, a trifle surlily. xyxy=(638,1149,801,1161)
paragraph: DEMOPOLIS, VA. John W. Anderson. xyxy=(1296,281,1482,293)
paragraph: sister Marion, provoking veins of subtle influence which ran through my nature, frequently and irresistibly determining me in a choice of ways incompatible with what they considered the dictates of good judgment and sober common-sense. It is an element of character or temperament too metaphysical in its nature for my analysis, but it has done my mental balance much injury in the estimation of those who are nearest me in blood, and has placed me without the bar in the matter of family councils. That my intuitions have generally proved correct weighs little against the fact that they are wholly spontaneous and formed without logical process, and I find little are as rational in drawing their conclusions as I am unreasonable. As I sprang to my feet, determined to regain my self-poise, my mother sank back upon her seat with a little sigh, which I knew indicated a silent protest against this weakness that threatened my mentality. xyxy=(227,68,418,408)
higgins-text: PURE GOODS, FULL VALUE FOR THE MONEY. xyxy=(845,1333,1044,1357)
patents-co: C.A.SNOW&CO. xyxy=(833,1085,1057,1110)
filler-list xyxy=(625,1792,815,2388)
paragraph: 3:38 P. M., Daily. Local. Arrives Petersburg 4:43 P. M. Makes all stops. xyxy=(1296,1099,1512,1122)
paragraph: I read the above advertisement aloud to my mother in a voice that trembled somewhat, notwithstanding all my efforts to render it calm and even. xyxy=(28,331,219,391)
winston-conf: CONFECTIONER, xyxy=(882,1436,1008,1451)
paragraph: "Why, Dorothy, Dorothy love, what is it? There—there! What ails my child to-night?" and my downcast head was raised from its position and tenderly pillowed on the loving breast which had been its earliest resting-place. For a while I let it remain there, for it was borne in upon me, in that strange prophecy of spirit which had come upon me, that not often in the days to come would it recover that dear place of repose. Yet, inexplicable as it may seem, the attitude vaguely constrained me, and I was glad after a brief assumption of it to withdraw from it, for, even then, scarcely five minutes since I had learnt of the existence of such a person as this lady of The Ivies, I felt myself rather of her world than of my accustomed one, and was conscious of a drawing but forcible aloofness from an environment to which I had become habituated by heredity rather than through accord of sympathies. xyxy=(28,1994,219,2310)
paragraph: She still looked dubious and uncertain. xyxy=(28,914,219,938)
paragraph: "Not even in the vaguest fashion." xyxy=(240,541,416,553)
depots-title: PLANET DEPOTS xyxy=(1353,72,1454,85)
paragraph: "I am sorry he have inconvenienced him," I said mendaciously, for I should have felt far more regret to have been obliged to accommodate him. "Can you take me to The Ivies?" xyxy=(625,808,815,882)
paragraph: This repetition of the other's question was so significant of the fact that visitors were rarely entertained in the house which I had already come to look upon as my future home that I began to feel that I was plunging into a place of isolation and exile. I took refuge from a cold reaction that was beginning to settle about the region of my heart in sharp rebuke. xyxy=(625,954,815,1088)
paragraph: She smiled indulgently at me, for, indeed, she was never very severe with her most intolerant moods, and bent forward and kissed me lightly on the brow. xyxy=(28,1254,219,1314)
caption-service: "CAN I BE OF SERVICE, MADAM?" xyxy=(438,1533,605,1544)
paragraph: "I really mean to assume the position." xyxy=(227,687,418,711)
paragraph: I had ample time for reflection as we jogged along. (It seemed to me that we traversed a long section of country, though I have since heard that no more than six miles intervened between the Eldon station and The Ivies. But my excited and nervous condition doubtless made me impatient, and for it to be continued.) xyxy=(625,1666,815,1787)
ad-dentistry xyxy=(1074,1222,1287,1422)
